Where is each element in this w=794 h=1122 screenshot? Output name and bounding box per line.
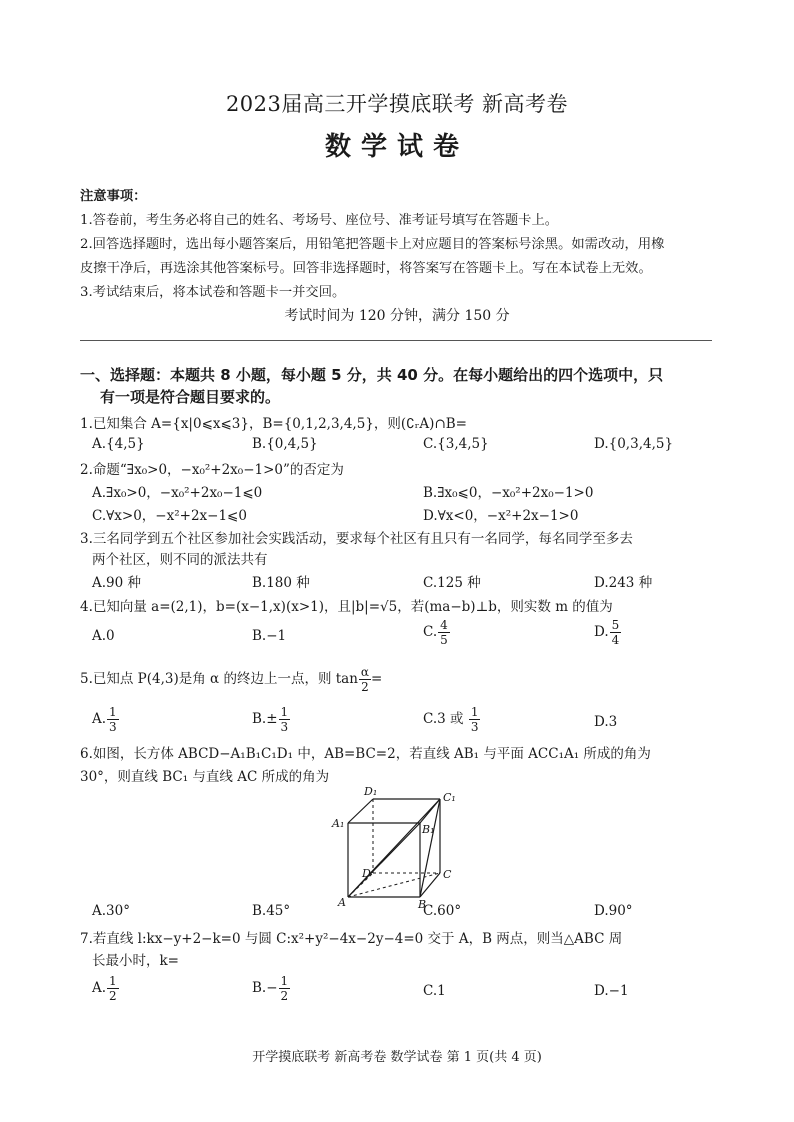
q6-option-b: B.45° — [252, 903, 291, 919]
q4-option-a: A.0 — [92, 628, 115, 644]
q2-option-d: D.∀x<0，−x²+2x−1>0 — [423, 508, 579, 524]
q4-option-c-prefix: C. — [423, 624, 438, 640]
q5-stem-suffix: = — [371, 671, 383, 687]
q3-option-b: B.180 种 — [252, 575, 310, 591]
numerator: 4 — [440, 618, 448, 632]
q4-option-b: B.−1 — [252, 628, 287, 644]
label-b1: B₁ — [422, 823, 435, 836]
label-a1: A₁ — [332, 817, 345, 830]
q2-option-b: B.∃x₀⩽0，−x₀²+2x₀−1>0 — [423, 485, 594, 501]
q4-option-d-prefix: D. — [594, 624, 609, 640]
q5-option-c-prefix: C.3 或 — [423, 711, 464, 727]
denominator: 2 — [361, 680, 369, 694]
question-2-stem: 2.命题“∃x₀>0，−x₀²+2x₀−1>0”的否定为 — [80, 462, 344, 478]
denominator: 3 — [109, 720, 117, 734]
question-7-stem-1: 7.若直线 l:kx−y+2−k=0 与圆 C:x²+y²−4x−2y−4=0 交于 A，B 两点，则当△ABC 周 — [80, 931, 623, 947]
q1-option-b: B.{0,4,5} — [252, 436, 318, 452]
notice-item-3: 3.考试结束后，将本试卷和答题卡一并交回。 — [80, 285, 346, 300]
notice-heading: 注意事项： — [80, 189, 147, 204]
q3-option-d: D.243 种 — [594, 575, 653, 591]
label-d: D — [362, 867, 371, 880]
q3-option-c: C.125 种 — [423, 575, 481, 591]
q1-option-d: D.{0,3,4,5} — [594, 436, 674, 452]
q7-option-c: C.1 — [423, 983, 446, 999]
denominator: 3 — [470, 720, 479, 734]
fraction — [438, 618, 450, 647]
notice-item-2a: 2.回答选择题时，选出每小题答案后，用铅笔把答题卡上对应题目的答案标号涂黑。如需改动，用橡 — [80, 237, 665, 252]
label-a: A — [338, 896, 346, 909]
q6-option-a: A.30° — [92, 903, 130, 919]
q5-option-d: D.3 — [594, 714, 618, 730]
q1-option-a: A.{4,5} — [92, 436, 145, 452]
question-7-stem-2: 长最小时，k= — [92, 953, 179, 969]
q5-option-a — [92, 705, 119, 734]
divider — [80, 340, 712, 341]
question-3-stem-1: 3.三名同学到五个社区参加社会实践活动，要求每个社区有且只有一名同学，每名同学至多去 — [80, 531, 633, 547]
q5-option-b — [252, 705, 290, 734]
q2-option-c: C.∀x>0，−x²+2x−1⩽0 — [92, 508, 247, 524]
numerator: 1 — [109, 705, 117, 719]
numerator: α — [360, 665, 370, 679]
numerator: 1 — [280, 974, 289, 988]
q7-option-b-prefix: B.− — [252, 980, 278, 996]
denominator: 3 — [280, 720, 289, 734]
q6-option-c: C.60° — [423, 903, 462, 919]
q7-option-a — [92, 974, 119, 1003]
numerator: 1 — [280, 705, 289, 719]
question-4-stem: 4.已知向量 a=(2,1)，b=(x−1,x)(x>1)，且|b|=√5，若(ma−b)⊥b，则实数 m 的值为 — [80, 599, 613, 615]
q7-option-b — [252, 974, 290, 1003]
question-1-stem: 1.已知集合 A={x|0⩽x⩽3}，B={0,1,2,3,4,5}，则(∁ᵣA)∩B= — [80, 416, 467, 432]
fraction — [107, 974, 119, 1003]
cuboid-figure — [330, 785, 470, 913]
denominator: 2 — [280, 989, 289, 1003]
q2-option-a: A.∃x₀>0，−x₀²+2x₀−1⩽0 — [92, 485, 263, 501]
cuboid-diagram — [330, 785, 470, 909]
label-d1: D₁ — [364, 785, 378, 798]
exam-time: 考试时间为 120 分钟，满分 150 分 — [284, 308, 510, 324]
notice-item-1: 1.答卷前，考生务必将自己的姓名、考场号、座位号、准考证号填写在答题卡上。 — [80, 213, 559, 228]
question-6-stem-2: 30°，则直线 BC₁ 与直线 AC 所成的角为 — [80, 769, 330, 785]
q3-option-a: A.90 种 — [92, 575, 142, 591]
q5-option-b-prefix: B.± — [252, 711, 278, 727]
fraction — [279, 705, 291, 734]
subject-title: 数学试卷 — [324, 132, 469, 162]
notice-item-2b: 皮擦干净后，再选涂其他答案标号。回答非选择题时，将答案写在答题卡上。写在本试卷上无效。 — [80, 261, 652, 276]
fraction — [359, 665, 371, 694]
fraction — [107, 705, 119, 734]
denominator: 5 — [440, 633, 448, 647]
q5-option-a-prefix: A. — [92, 711, 107, 727]
question-3-stem-2: 两个社区，则不同的派法共有 — [92, 552, 268, 568]
q4-option-c — [423, 618, 450, 647]
label-c: C — [443, 868, 452, 881]
section-heading-line2: 有一项是符合题目要求的。 — [100, 388, 281, 406]
q5-stem-prefix: 5.已知点 P(4,3)是角 α 的终边上一点，则 tan — [80, 671, 358, 687]
numerator: 1 — [109, 974, 117, 988]
denominator: 4 — [611, 633, 620, 647]
numerator: 5 — [611, 618, 620, 632]
fraction — [610, 618, 622, 647]
q7-option-a-prefix: A. — [92, 980, 107, 996]
fraction — [469, 705, 481, 734]
exam-title: 2023届高三开学摸底联考 新高考卷 — [225, 92, 569, 116]
question-5-stem — [80, 665, 382, 694]
question-6-stem-1: 6.如图，长方体 ABCD−A₁B₁C₁D₁ 中，AB=BC=2，若直线 AB₁ 与平面 ACC₁A₁ 所成的角为 — [80, 746, 651, 762]
numerator: 1 — [470, 705, 479, 719]
q4-option-d — [594, 618, 621, 647]
fraction — [279, 974, 291, 1003]
label-c1: C₁ — [443, 791, 456, 804]
page-footer: 开学摸底联考 新高考卷 数学试卷 第 1 页(共 4 页) — [252, 1050, 542, 1065]
denominator: 2 — [109, 989, 117, 1003]
section-heading-line1: 一、选择题：本题共 8 小题，每小题 5 分，共 40 分。在每小题给出的四个选项中，只 — [80, 366, 664, 384]
q5-option-c — [423, 705, 480, 734]
q6-option-d: D.90° — [594, 903, 633, 919]
label-b: B — [418, 898, 427, 909]
q7-option-d: D.−1 — [594, 983, 629, 999]
q1-option-c: C.{3,4,5} — [423, 436, 489, 452]
